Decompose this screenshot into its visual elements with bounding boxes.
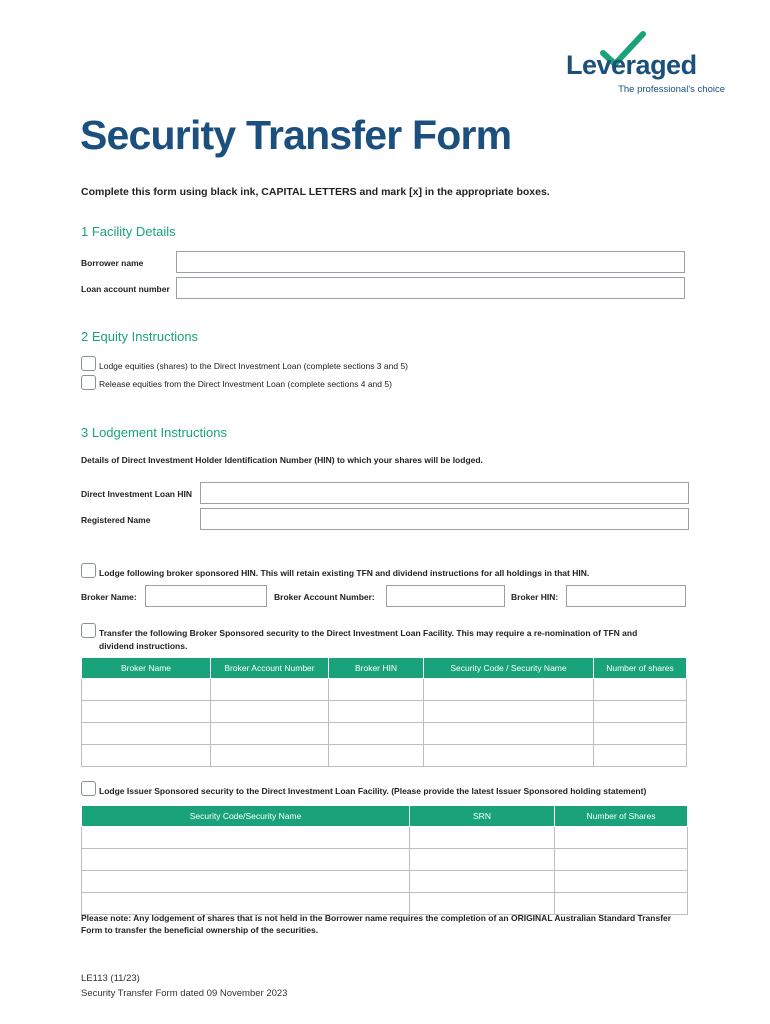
table-cell[interactable] [555, 827, 688, 849]
table-row [82, 723, 687, 745]
registered-name-field[interactable] [200, 508, 689, 530]
broker-name-label: Broker Name: [81, 592, 137, 602]
issuer-sponsored-checkbox[interactable] [81, 781, 96, 796]
loan-account-label: Loan account number [81, 284, 170, 294]
col-srn: SRN [410, 806, 555, 827]
intro-part2: , CAPITAL LETTERS and mark [x] in the appropriate boxes. [255, 186, 550, 198]
col-broker-hin: Broker HIN [329, 658, 424, 679]
table-cell[interactable] [82, 701, 211, 723]
transfer-broker-label-line2: dividend instructions. [99, 641, 188, 651]
col-number-of-shares: Number of Shares [555, 806, 688, 827]
issuer-sponsored-table [81, 805, 688, 915]
table-cell[interactable] [424, 723, 594, 745]
intro-text [81, 186, 550, 198]
table-cell[interactable] [424, 745, 594, 767]
please-note-text: Please note: Any lodgement of shares that is not held in the Borrower name requires the completion of an ORIGINAL Australian Standard Transfer Form to transfer the beneficial ownership of the securities. [81, 913, 672, 935]
table-cell[interactable] [329, 723, 424, 745]
lodge-equities-checkbox[interactable] [81, 356, 96, 371]
page-title: Security Transfer Form [80, 112, 512, 158]
table-row [82, 871, 688, 893]
table-row [82, 849, 688, 871]
table-cell[interactable] [329, 701, 424, 723]
table-cell[interactable] [82, 871, 410, 893]
intro-part1: Complete this form using [81, 186, 211, 198]
table-cell[interactable] [211, 679, 329, 701]
col-broker-account: Broker Account Number [211, 658, 329, 679]
table-cell[interactable] [424, 679, 594, 701]
col-number-of-shares: Number of shares [594, 658, 687, 679]
lodge-equities-label: Lodge equities (shares) to the Direct Investment Loan (complete sections 3 and 5) [99, 361, 409, 371]
logo-wordmark: Leveraged [566, 50, 697, 80]
col-security-code-name: Security Code/Security Name [82, 806, 410, 827]
table-cell[interactable] [82, 723, 211, 745]
broker-transfer-table [81, 657, 687, 767]
table-cell[interactable] [594, 679, 687, 701]
borrower-name-label: Borrower name [81, 258, 144, 268]
table-cell[interactable] [594, 701, 687, 723]
broker-account-label: Broker Account Number: [274, 592, 375, 602]
table-row [82, 827, 688, 849]
table-cell[interactable] [410, 849, 555, 871]
broker-account-field[interactable] [386, 585, 505, 607]
table-cell[interactable] [329, 745, 424, 767]
intro-bold: black ink [210, 186, 256, 198]
broker-hin-label: Broker HIN: [511, 592, 559, 602]
borrower-name-field[interactable] [176, 251, 685, 273]
table-cell[interactable] [555, 849, 688, 871]
dil-hin-field[interactable] [200, 482, 689, 504]
section-1-heading: 1 Facility Details [81, 224, 176, 239]
broker-sponsored-hin-checkbox[interactable] [81, 563, 96, 578]
section-3-heading: 3 Lodgement Instructions [81, 425, 227, 440]
registered-name-label: Registered Name [81, 515, 151, 525]
table-cell[interactable] [82, 827, 410, 849]
table-cell[interactable] [82, 745, 211, 767]
col-broker-name: Broker Name [82, 658, 211, 679]
table-cell[interactable] [211, 723, 329, 745]
table-header-row [82, 806, 688, 827]
table-cell[interactable] [211, 701, 329, 723]
table-cell[interactable] [410, 827, 555, 849]
section-2-heading: 2 Equity Instructions [81, 329, 199, 344]
table-cell[interactable] [594, 723, 687, 745]
form-dated: Security Transfer Form dated 09 November 2023 [81, 988, 288, 999]
table-cell[interactable] [82, 679, 211, 701]
table-cell[interactable] [82, 849, 410, 871]
broker-name-field[interactable] [145, 585, 267, 607]
hin-details-text: Details of Direct Investment Holder Identification Number (HIN) to which your shares will be lodged. [81, 455, 483, 465]
transfer-broker-label-line1: Transfer the following Broker Sponsored security to the Direct Investment Loan Facility. This may require a re-nomination of TFN and [99, 628, 638, 638]
issuer-sponsored-label: Lodge Issuer Sponsored security to the Direct Investment Loan Facility. (Please provide the latest Issuer Sponsored holding statement) [99, 786, 647, 796]
logo-tagline: The professional's choice [618, 84, 725, 95]
col-security-code: Security Code / Security Name [424, 658, 594, 679]
table-row [82, 701, 687, 723]
logo [566, 30, 731, 100]
table-cell[interactable] [594, 745, 687, 767]
table-header-row [82, 658, 687, 679]
form-code: LE113 (11/23) [81, 973, 140, 984]
transfer-broker-checkbox[interactable] [81, 623, 96, 638]
table-cell[interactable] [329, 679, 424, 701]
table-cell[interactable] [555, 871, 688, 893]
table-row [82, 679, 687, 701]
table-cell[interactable] [211, 745, 329, 767]
table-cell[interactable] [410, 871, 555, 893]
broker-sponsored-hin-label: Lodge following broker sponsored HIN. This will retain existing TFN and dividend instructions for all holdings in that HIN. [99, 568, 590, 578]
release-equities-label: Release equities from the Direct Investment Loan (complete sections 4 and 5) [99, 379, 392, 389]
dil-hin-label: Direct Investment Loan HIN [81, 489, 192, 499]
table-cell[interactable] [424, 701, 594, 723]
broker-hin-field[interactable] [566, 585, 686, 607]
table-row [82, 745, 687, 767]
loan-account-field[interactable] [176, 277, 685, 299]
release-equities-checkbox[interactable] [81, 375, 96, 390]
